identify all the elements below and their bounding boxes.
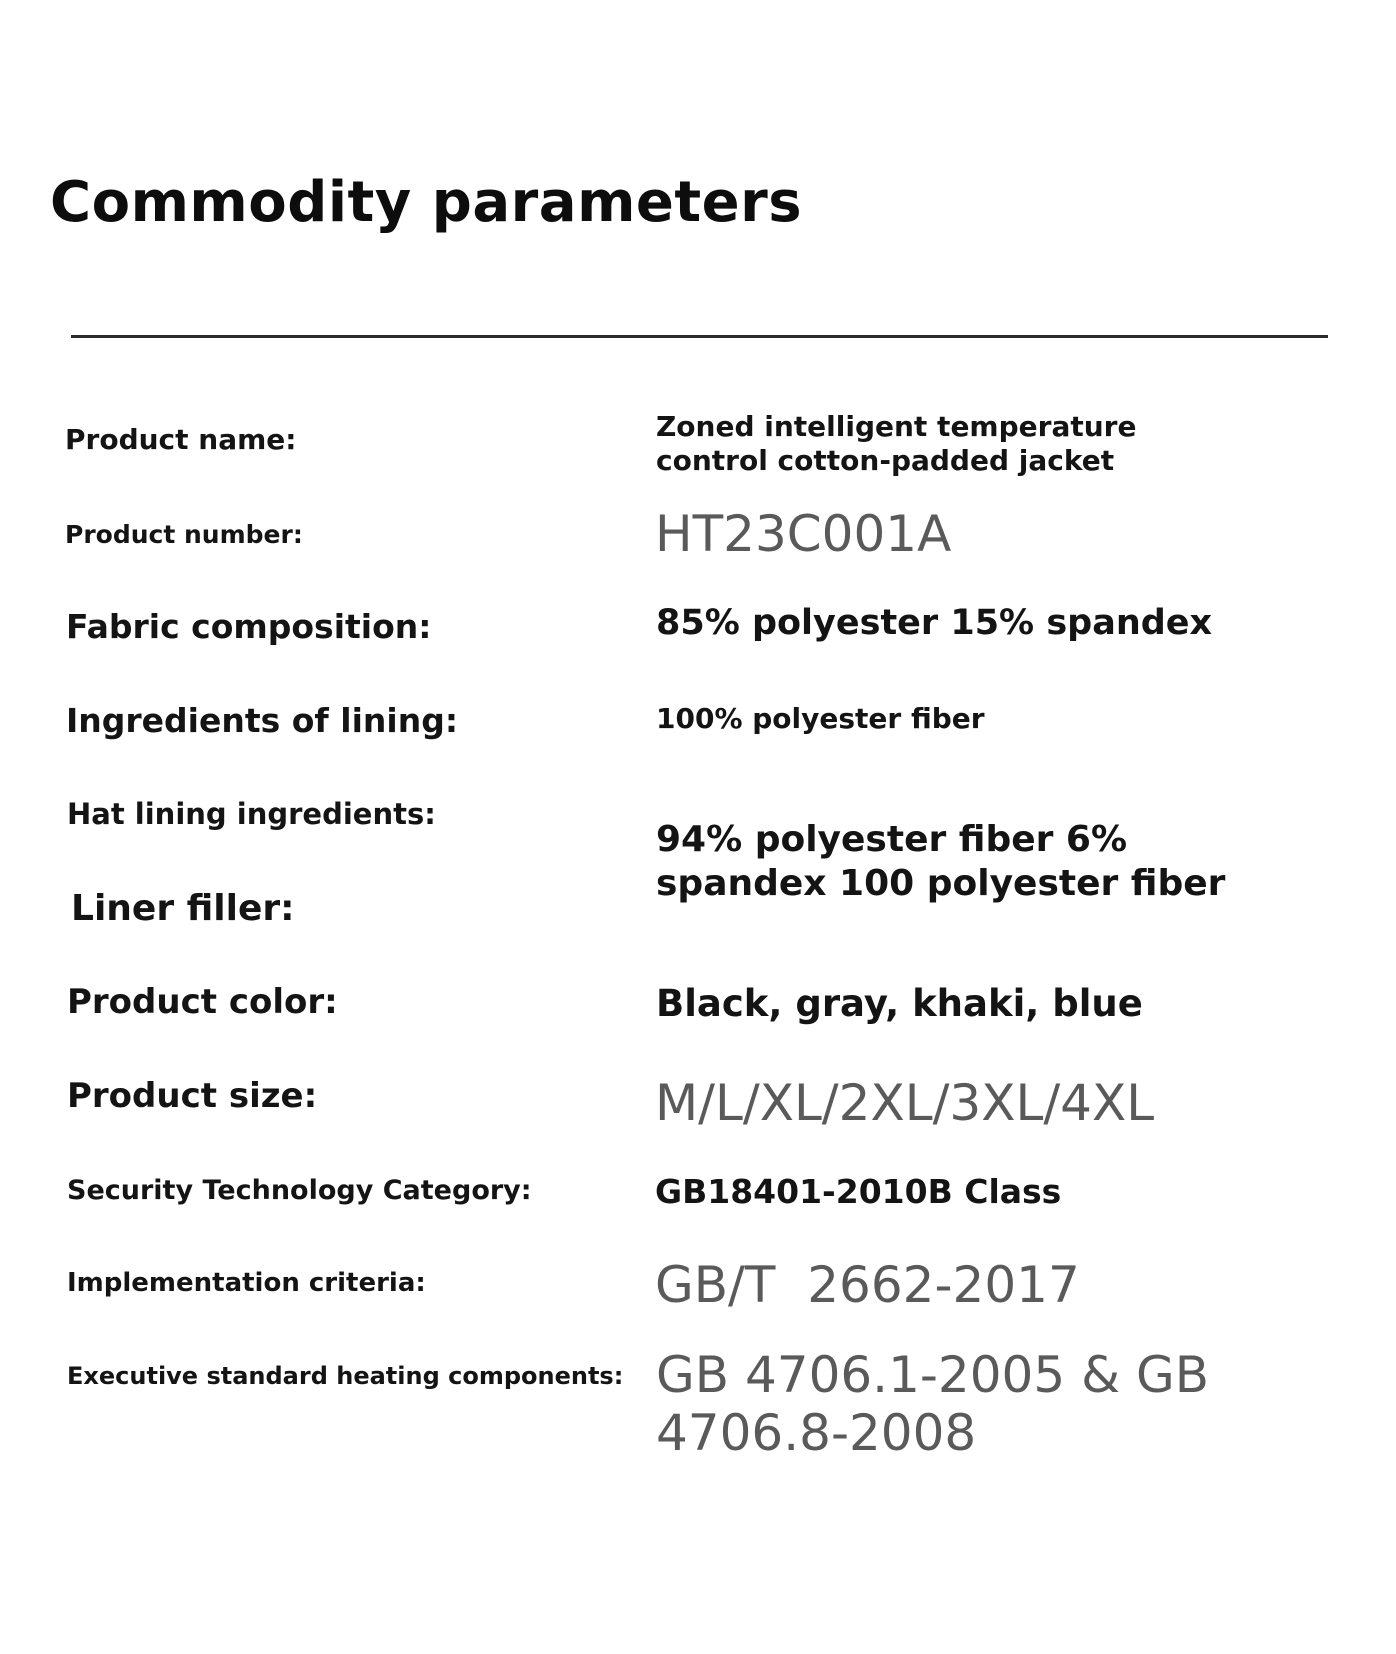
value-product-name-line-1: Zoned intelligent temperature <box>656 410 1137 443</box>
label-product-name: Product name: <box>65 423 297 456</box>
label-liner-filler: Liner filler: <box>71 888 295 929</box>
value-implementation-criteria: GB/T 2662-2017 <box>655 1256 1080 1314</box>
label-product-size: Product size: <box>67 1076 318 1116</box>
value-liner-filler-line-2: spandex 100 polyester fiber <box>656 863 1226 904</box>
value-product-number: HT23C001A <box>655 505 952 563</box>
page-title: Commodity parameters <box>50 170 803 235</box>
value-ingredients-of-lining: 100% polyester fiber <box>656 702 985 735</box>
label-fabric-composition: Fabric composition: <box>66 607 432 646</box>
label-implementation-criteria: Implementation criteria: <box>67 1268 426 1298</box>
value-fabric-composition: 85% polyester 15% spandex <box>656 603 1213 643</box>
label-hat-lining-ingredients: Hat lining ingredients: <box>67 797 436 831</box>
label-security-technology-category: Security Technology Category: <box>67 1175 532 1206</box>
label-executive-standard-heating-components: Executive standard heating components: <box>67 1362 624 1390</box>
value-liner-filler <box>656 818 1225 906</box>
value-security-technology-category: GB18401-2010B Class <box>655 1172 1062 1211</box>
title-divider <box>71 335 1328 338</box>
value-product-color: Black, gray, khaki, blue <box>656 982 1143 1025</box>
label-ingredients-of-lining: Ingredients of lining: <box>66 701 459 740</box>
value-product-name <box>656 410 1136 478</box>
value-product-name-line-2: control cotton-padded jacket <box>656 444 1115 477</box>
value-product-size: M/L/XL/2XL/3XL/4XL <box>655 1074 1155 1132</box>
value-heating-components-line-1: GB 4706.1-2005 & GB <box>656 1346 1210 1404</box>
label-product-color: Product color: <box>67 982 338 1022</box>
value-executive-standard-heating-components <box>656 1346 1209 1462</box>
label-product-number: Product number: <box>65 520 303 549</box>
value-liner-filler-line-1: 94% polyester fiber 6% <box>656 819 1128 860</box>
value-heating-components-line-2: 4706.8-2008 <box>656 1404 977 1462</box>
